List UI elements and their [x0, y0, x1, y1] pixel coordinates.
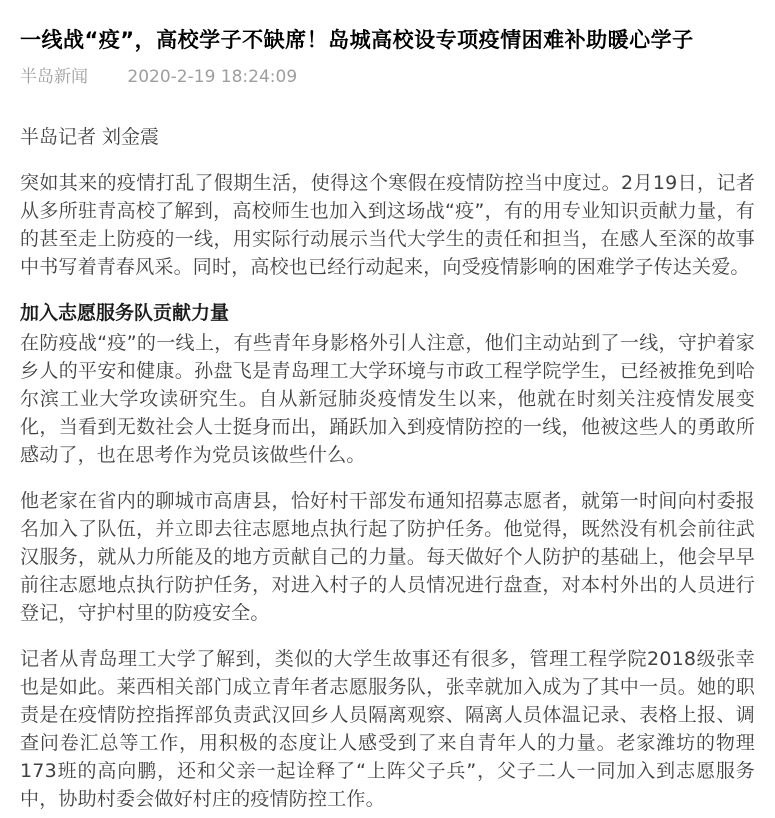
article-meta-row	[20, 67, 755, 87]
article-timestamp: 2020-2-19 18:24:09	[127, 67, 298, 87]
article-paragraph: 在防疫战“疫”的一线上，有些青年身影格外引人注意，他们主动站到了一线，守护着家乡人的平安和健康。孙盘飞是青岛理工大学环境与市政工程学院学生，已经被推免到哈尔滨工业大学攻读研究生。自从新冠肺炎疫情发生以来，他就在时刻关注疫情发展变化，当看到无数社会人士挺身而出，踊跃加入到疫情防控的一线，他被这些人的勇敢所感动了，也在思考作为党员该做些什么。	[20, 332, 755, 466]
article-author-byline: 半岛记者 刘金震	[20, 126, 160, 148]
article-source: 半岛新闻	[20, 67, 88, 87]
article-paragraph: 他老家在省内的聊城市高唐县，恰好村干部发布通知招募志愿者，就第一时间向村委报名加入了队伍，并立即去往志愿地点执行起了防护任务。他觉得，既然没有机会前往武汉服务，就从力所能及的地方贡献自己的力量。每天做好个人防护的基础上，他会早早前往志愿地点执行防护任务，对进入村子的人员情况进行盘查，对本村外出的人员进行登记，守护村里的防疫安全。	[20, 490, 755, 624]
article-title: 一线战“疫”，高校学子不缺席！岛城高校设专项疫情困难补助暖心学子	[20, 28, 694, 52]
section-subheading-volunteer: 加入志愿服务队贡献力量	[20, 302, 230, 324]
article-paragraph: 记者从青岛理工大学了解到，类似的大学生故事还有很多，管理工程学院2018级张幸也是如此。莱西相关部门成立青年者志愿服务队，张幸就加入成为了其中一员。她的职责是在疫情防控指挥部负责武汉回乡人员隔离观察、隔离人员体温记录、表格上报、调查问卷汇总等工作，用积极的态度让人感受到了来自青年人的力量。老家潍坊的物理173班的高向鹏，还和父亲一起诠释了“上阵父子兵”，父子二人一同加入到志愿服务中，协助村委会做好村庄的疫情防控工作。	[20, 648, 755, 810]
article-intro-paragraph: 突如其来的疫情打乱了假期生活，使得这个寒假在疫情防控当中度过。2月19日，记者从多所驻青高校了解到，高校师生也加入到这场战“疫”，有的用专业知识贡献力量，有的甚至走上防疫的一线，用实际行动展示当代大学生的责任和担当，在感人至深的故事中书写着青春风采。同时，高校也已经行动起来，向受疫情影响的困难学子传达关爱。	[20, 172, 755, 278]
